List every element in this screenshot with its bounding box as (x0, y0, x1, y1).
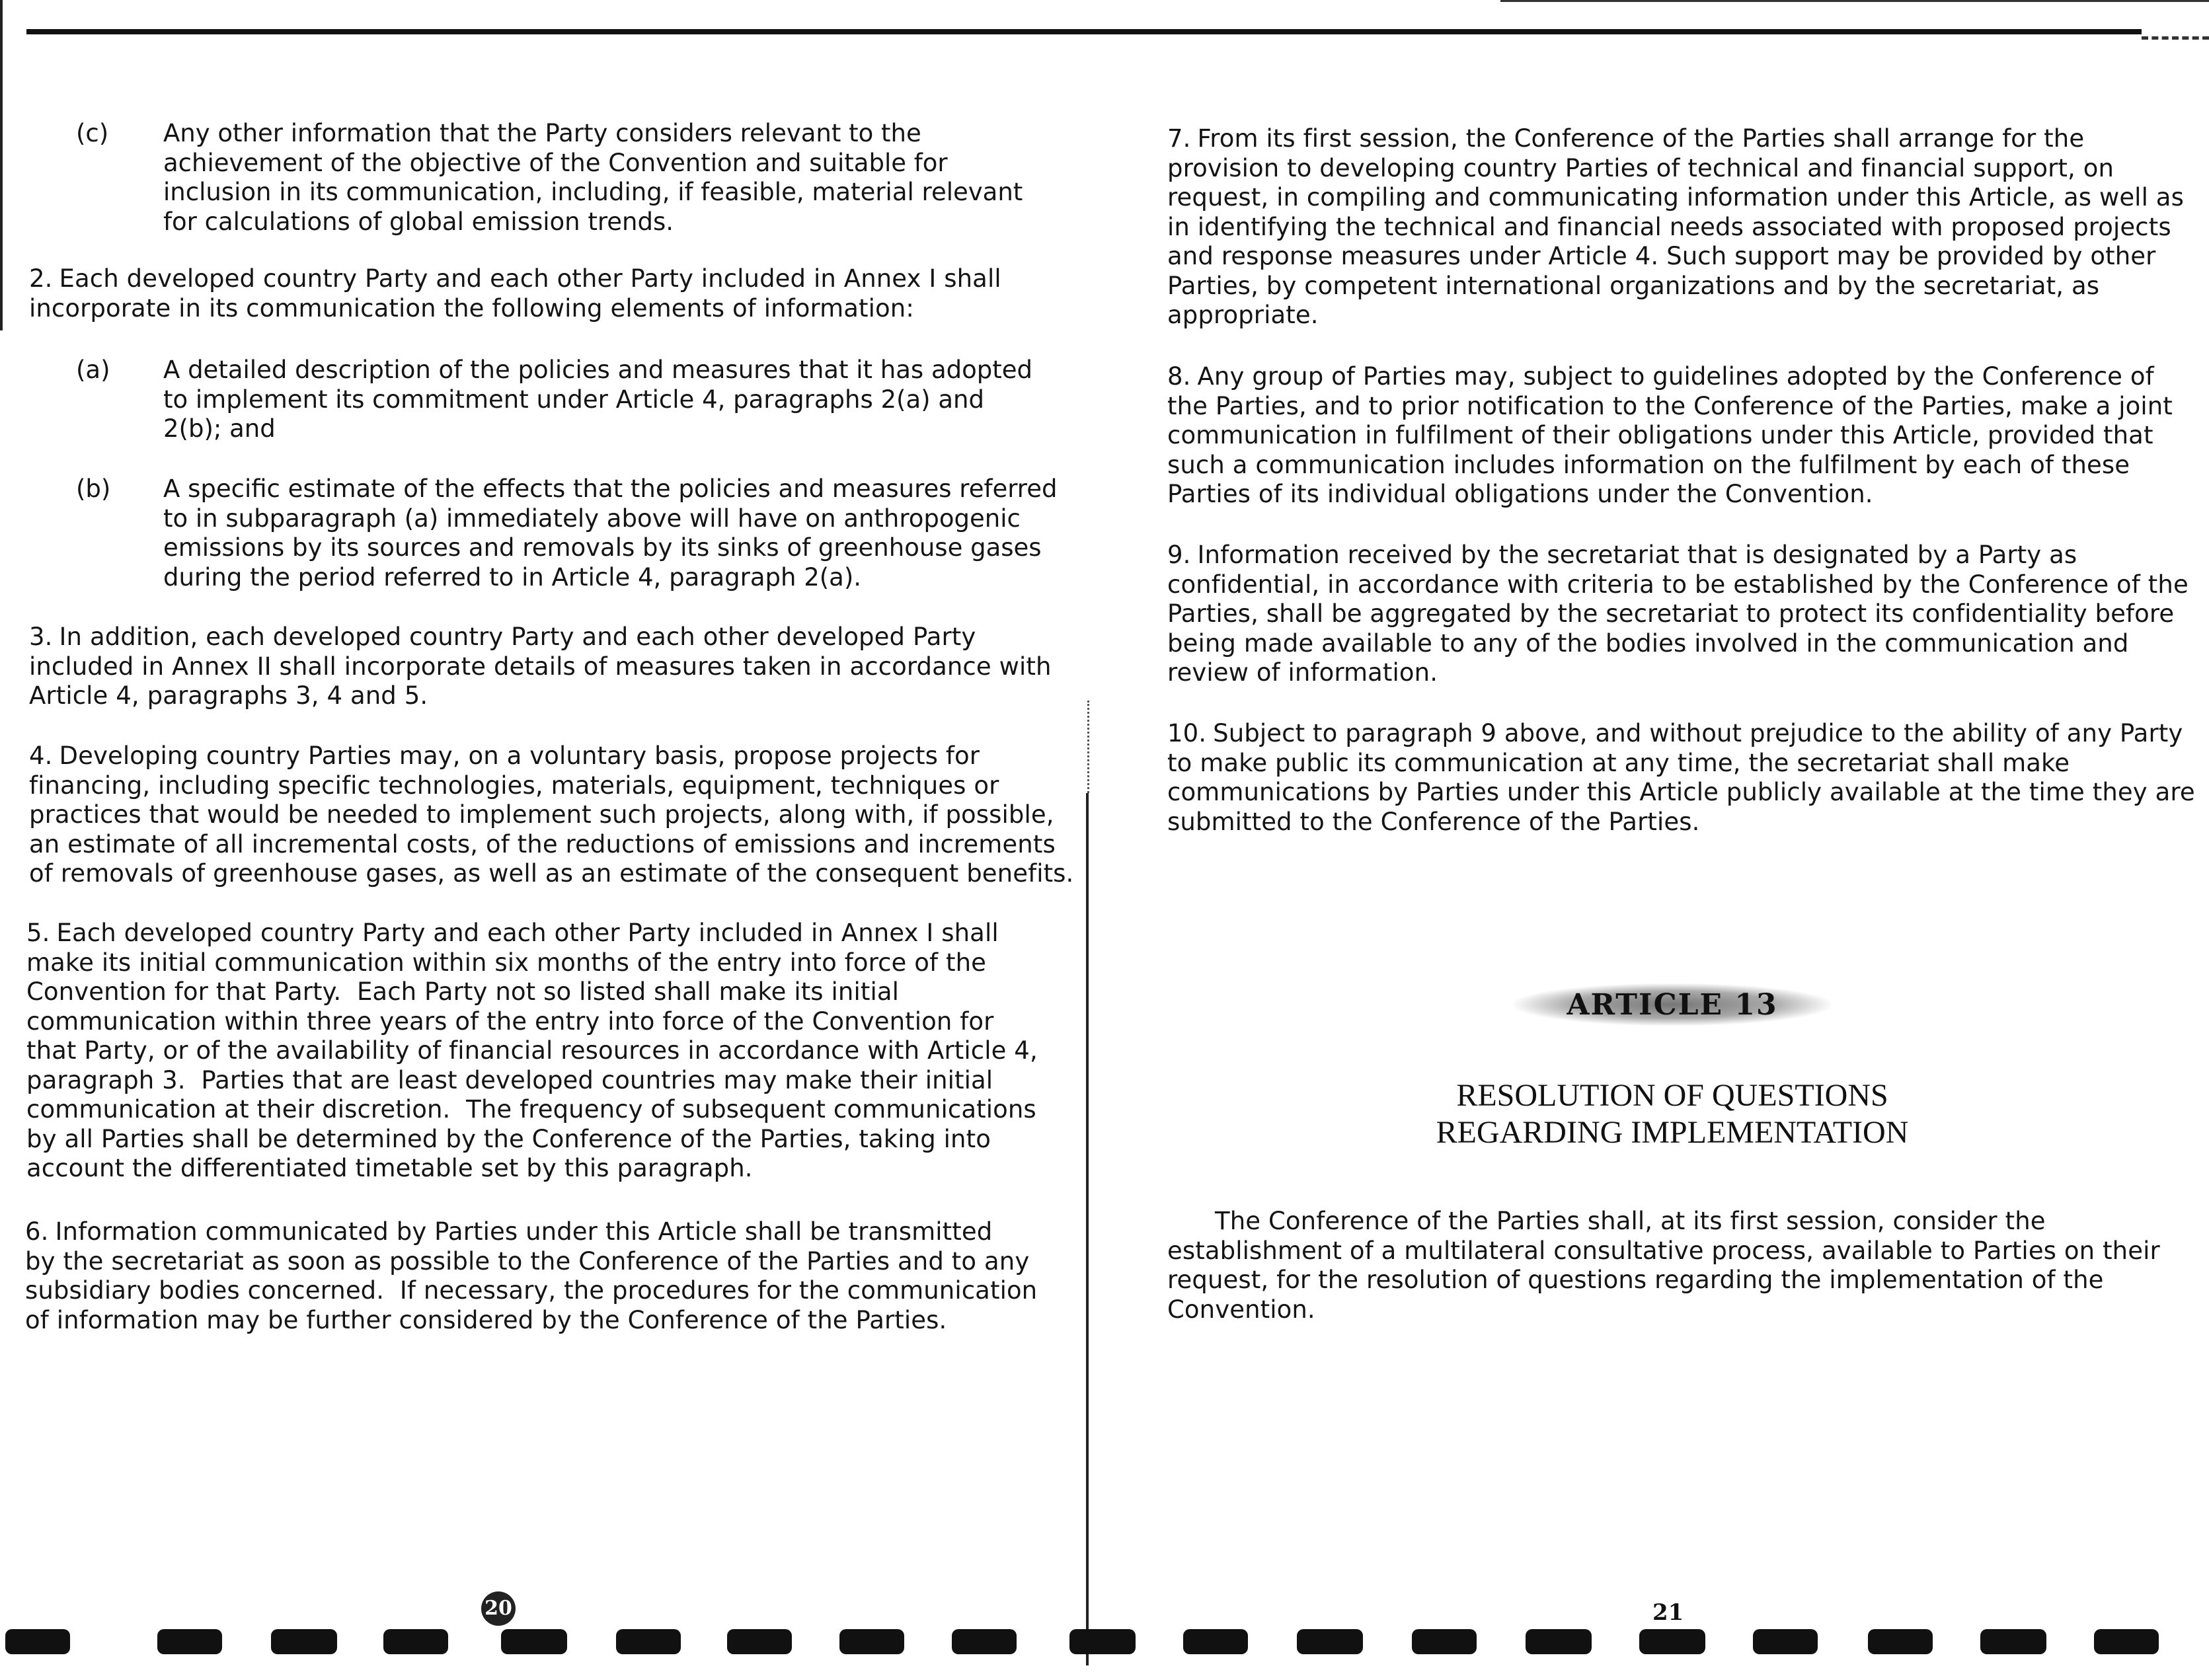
right-page (1091, 0, 2209, 1680)
footer-bar (616, 1629, 681, 1654)
item-label: (a) (76, 356, 110, 384)
paragraph-text: The Conference of the Parties shall, at its first session, consider the establishment of a multilateral consultative process, available to Parties on their request, for the resolution of questions regarding the implementation of the Convention. (1167, 1207, 2160, 1324)
article-heading: ARTICLE 13 (1567, 987, 1778, 1022)
paragraph-text: Each developed country Party and each other Party included in Annex I shall make its initial communication within six months of the entry into force of the Convention for that Party. Each Party not so listed shall make its initial communication within three years of the entry into force of the Convention for that Party, or of the availability of financial resources in accordance with Article 4, paragraph 3. Parties that are least developed countries may make their initial communication at their discretion. The frequency of subsequent communications by all Parties shall be determined by the Conference of the Parties, taking into account the differentiated timetable set by this paragraph. (26, 919, 1038, 1182)
paragraph-text: From its first session, the Conference of the Parties shall arrange for the provision to developing country Parties of technical and financial support, on request, in compiling and communicating information under this Article, as well as in identifying the technical and financial needs associated with proposed projects and response measures under Article 4. Such support may be provided by other Parties, by competent international organizations and by the secretariat, as appropriate. (1167, 124, 2184, 329)
footer-bar (157, 1629, 222, 1654)
paragraph-text: Subject to paragraph 9 above, and without prejudice to the ability of any Party to make public its communication at any time, the secretariat shall make communications by Parties under this Article publicly available at the time they are submitted to the Conference of the Parties. (1167, 719, 2195, 836)
article-title-line-1: RESOLUTION OF QUESTIONS (1456, 1078, 1888, 1113)
item-label: (c) (76, 119, 109, 147)
paragraph-text: Any group of Parties may, subject to guidelines adopted by the Conference of the Parties, and to prior notification to the Conference of the Parties, make a joint communication in fulfilment of their obligations under this Article, provided that such a communication includes information on the fulfilment by each of these Parties of its individual obligations under the Convention. (1167, 362, 2173, 508)
footer-bar (727, 1629, 792, 1654)
paragraph-text: Developing country Parties may, on a voluntary basis, propose projects for financing, including specific technologies, materials, equipment, techniques or practices that would be needed to implement such projects, along with, if possible, an estimate of all incremental costs, of the reductions of emissions and increments of removals of greenhouse gases, as well as an estimate of the consequent benefits. (29, 742, 1074, 888)
paragraph-number: 6. (25, 1217, 49, 1246)
item-label: (b) (76, 475, 111, 503)
paragraph-text: Each developed country Party and each other Party included in Annex I shall incorporate in its communication the following elements of information: (29, 264, 1001, 323)
footer-bar (1069, 1629, 1136, 1654)
paragraph-5 (26, 919, 1038, 1184)
footer-bar (1753, 1629, 1818, 1654)
paragraph-2 (29, 264, 1001, 323)
footer-bar (501, 1629, 567, 1654)
item-text: A detailed description of the policies and measures that it has adopted to implement its commitment under Article 4, paragraphs 2(a) and 2(b); and (163, 356, 1032, 443)
gutter-dots (1087, 701, 1089, 793)
left-page (0, 0, 1084, 1680)
paragraph-number: 9. (1167, 541, 1191, 569)
footer-bar (5, 1629, 70, 1654)
article-title-line-2: REGARDING IMPLEMENTATION (1436, 1115, 1909, 1150)
item-text: A specific estimate of the effects that the policies and measures referred to in subparagraph (a) immediately above will have on anthropogenic emissions by its sources and removals by its sinks of greenhouse gases during the period referred to in Article 4, paragraph 2(a). (163, 475, 1058, 592)
paragraph-text: Information received by the secretariat that is designated by a Party as confidential, in accordance with criteria to be established by the Conference of the Parties, shall be aggregated by the secretariat to protect its confidentiality before being made available to any of the bodies involved in the communication and review of information. (1167, 541, 2189, 687)
paragraph-9 (1167, 541, 2189, 688)
paragraph-number: 7. (1167, 124, 1191, 153)
paragraph-number: 5. (26, 919, 50, 947)
paragraph-number: 3. (29, 623, 53, 651)
page-number-right: 21 (1652, 1599, 1684, 1626)
paragraph-7 (1167, 124, 2184, 330)
footer-bar (2094, 1629, 2159, 1654)
article-13-banner (1514, 983, 1831, 1026)
paragraph-text: In addition, each developed country Party and each other developed Party included in Annex II shall incorporate details of measures taken in accordance with Article 4, paragraphs 3, 4 and 5. (29, 623, 1052, 710)
footer-bar (839, 1629, 904, 1654)
page-number-left: 20 (481, 1591, 516, 1626)
paragraph-number: 2. (29, 264, 53, 293)
paragraph-number: 8. (1167, 362, 1191, 391)
footer-bar (1639, 1629, 1705, 1654)
footer-bar (1868, 1629, 1933, 1654)
paragraph-4 (29, 742, 1073, 889)
footer-bar (383, 1629, 448, 1654)
paragraph-number: 10. (1167, 719, 1207, 747)
footer-bar (1297, 1629, 1363, 1654)
footer-bar (1183, 1629, 1248, 1654)
footer-bar (271, 1629, 337, 1654)
paragraph-3 (29, 623, 1052, 711)
item-text: Any other information that the Party considers relevant to the achievement of the objective of the Convention and suitable for inclusion in its communication, including, if feasible, material relevant for calculations of global emission trends. (163, 119, 1023, 236)
footer-bar (952, 1629, 1017, 1654)
paragraph-number: 4. (29, 742, 53, 770)
article-13-body (1167, 1207, 2160, 1324)
page-footer (0, 1616, 2209, 1662)
article-13-title (1355, 1077, 1990, 1151)
center-gutter-line (1086, 793, 1089, 1665)
footer-bar (1412, 1629, 1477, 1654)
paragraph-8 (1167, 362, 2173, 510)
footer-bar (1526, 1629, 1592, 1654)
footer-bar (1980, 1629, 2046, 1654)
paragraph-text: Information communicated by Parties under this Article shall be transmitted by the secretariat as soon as possible to the Conference of the Parties and to any subsidiary bodies concerned. If necessary, the procedures for the communication of information may be further considered by the Conference of the Parties. (25, 1217, 1038, 1334)
paragraph-6 (25, 1217, 1037, 1335)
paragraph-10 (1167, 719, 2195, 837)
